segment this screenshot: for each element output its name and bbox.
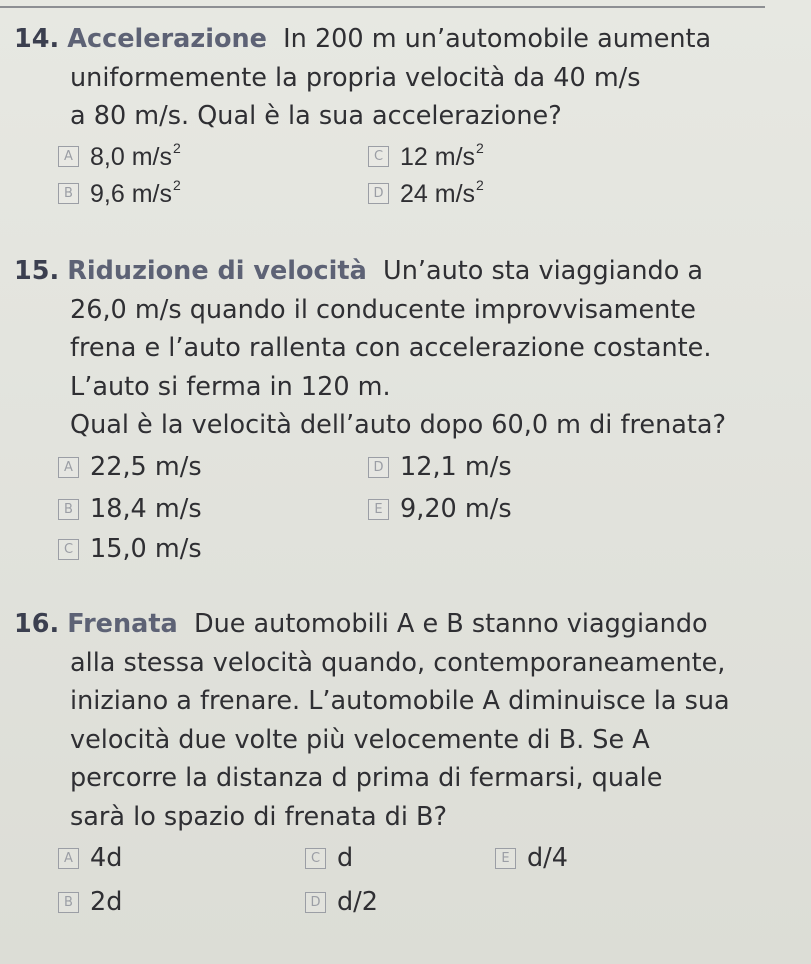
option-value: 9,6 $m/s^2$ (90, 177, 181, 208)
option-value: 12,1 m/s (400, 452, 512, 482)
option-value: 9,20 m/s (400, 494, 512, 524)
option-letter-box: D (305, 892, 326, 913)
question-15-line-5: Qual è la velocità dell’auto dopo 60,0 m di frenata? (70, 410, 727, 440)
question-15-line-4: L’auto si ferma in 120 m. (70, 371, 391, 402)
q14-option-a[interactable] (58, 140, 181, 172)
q14-option-b[interactable] (58, 177, 181, 209)
q15-option-d[interactable] (368, 452, 512, 482)
option-value: 8,0 $m/s^2$ (90, 140, 181, 171)
question-15-line-2: 26,0 m/s quando il conducente improvvisamente (70, 294, 696, 325)
option-value: 15,0 m/s (90, 534, 202, 564)
question-15-number: 15. (14, 256, 60, 286)
q16-option-d[interactable] (305, 887, 378, 917)
question-15-title: Riduzione di velocità (67, 256, 367, 286)
top-rule (0, 6, 765, 8)
question-14-line-1: In 200 m un’automobile aumenta (283, 24, 712, 54)
question-16-line-2: alla stessa velocità quando, contemporaneamente, (70, 647, 726, 678)
question-16-line-3: iniziano a frenare. L’automobile A diminuisce la sua (70, 686, 730, 716)
question-14-line-2: uniformemente la propria velocità da 40 m/s (70, 62, 641, 93)
question-14-title: Accelerazione (67, 24, 267, 54)
option-value: d (337, 843, 354, 873)
question-16-line-5: percorre la distanza d prima di fermarsi, quale (70, 763, 663, 793)
option-value: 4d (90, 843, 123, 873)
question-15-text (14, 252, 794, 445)
option-letter-box: B (58, 892, 79, 913)
option-letter-box: B (58, 499, 79, 520)
q14-option-c[interactable] (368, 140, 484, 172)
question-16-text (14, 605, 794, 836)
q15-option-c[interactable] (58, 534, 202, 564)
option-value: 18,4 m/s (90, 494, 202, 524)
option-letter-box: A (58, 457, 79, 478)
option-value: d/4 (527, 843, 569, 873)
option-value: 24 $m/s^2$ (400, 177, 484, 208)
q15-option-a[interactable] (58, 452, 202, 482)
option-letter-box: A (58, 848, 79, 869)
q16-option-e[interactable] (495, 843, 568, 873)
q16-option-a[interactable] (58, 843, 122, 873)
q16-option-c[interactable] (305, 843, 353, 873)
question-16-line-1: Due automobili A e B stanno viaggiando (193, 609, 708, 639)
option-value: d/2 (337, 887, 379, 917)
option-letter-box: C (368, 146, 389, 167)
option-letter-box: D (368, 183, 389, 204)
option-letter-box: E (368, 499, 389, 520)
q14-option-d[interactable] (368, 177, 484, 209)
question-15-line-3: frena e l’auto rallenta con accelerazione costante. (70, 333, 712, 363)
option-value: 2d (90, 887, 123, 917)
q15-option-e[interactable] (368, 494, 512, 524)
question-16-line-6: sarà lo spazio di frenata di B? (70, 801, 448, 832)
question-14-number: 14. (14, 24, 60, 54)
question-14-text (14, 20, 794, 136)
q16-option-b[interactable] (58, 887, 122, 917)
option-letter-box: D (368, 457, 389, 478)
question-14-line-3: a 80 m/s. Qual è la sua accelerazione? (70, 101, 562, 131)
option-letter-box: C (58, 539, 79, 560)
option-letter-box: E (495, 848, 516, 869)
question-16-number: 16. (14, 609, 60, 639)
option-letter-box: C (305, 848, 326, 869)
option-letter-box: A (58, 146, 79, 167)
option-value: 12 $m/s^2$ (400, 140, 484, 171)
question-15-line-1: Un’auto sta viaggiando a (383, 256, 704, 286)
option-letter-box: B (58, 183, 79, 204)
q15-option-b[interactable] (58, 494, 202, 524)
question-16-line-4: velocità due volte più velocemente di B. Se A (70, 724, 650, 755)
option-value: 22,5 m/s (90, 452, 202, 482)
question-16-title: Frenata (67, 609, 178, 639)
